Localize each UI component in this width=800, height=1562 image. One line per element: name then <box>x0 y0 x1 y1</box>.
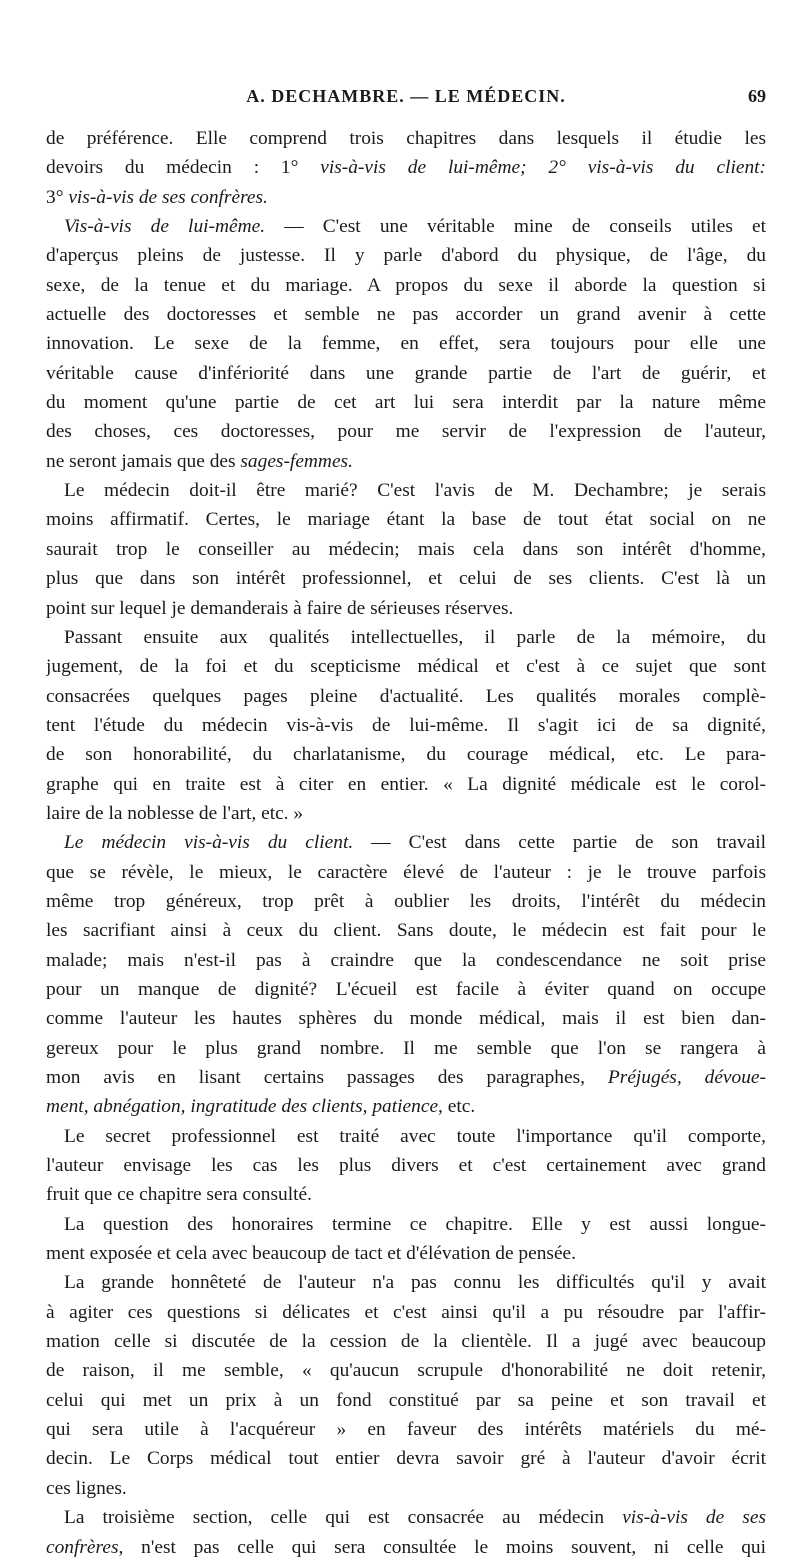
text-line <box>46 329 766 358</box>
text-line <box>46 417 766 446</box>
text-segment: de préférence. Elle comprend trois chapitres dans lesquels il étudie les <box>46 128 766 149</box>
text-segment: à agiter ces questions si délicates et c'est ainsi qu'il a pu résoudre par l'affir- <box>46 1301 766 1323</box>
text-segment: graphe qui en traite est à citer en entier. « La dignité médicale est le corol- <box>46 773 766 795</box>
text-line <box>46 1415 766 1444</box>
text-line <box>46 652 766 681</box>
text-segment: Le médecin doit-il être marié? C'est l'avis de M. Dechambre; je serais <box>64 480 766 502</box>
text-line <box>46 124 766 153</box>
text-segment: actuelle des doctoresses et semble ne pas accorder un grand avenir à cette <box>46 304 766 326</box>
text-segment: — C'est une véritable mine de conseils utiles et <box>265 216 766 238</box>
text-segment: innovation. Le sexe de la femme, en effet, sera toujours pour elle une <box>46 333 766 355</box>
italic-text: vis-à-vis de ses confrères. <box>68 186 268 208</box>
text-line <box>46 1210 766 1239</box>
text-segment: , n'est pas celle qui sera consultée le moins souvent, ni celle qui <box>118 1536 766 1558</box>
text-line <box>46 241 766 270</box>
text-segment: de raison, il me semble, « qu'aucun scrupule d'honorabilité ne doit retenir, <box>46 1360 766 1382</box>
text-line <box>46 887 766 916</box>
text-line <box>46 975 766 1004</box>
text-line <box>46 1239 766 1268</box>
text-segment: tent l'étude du médecin vis-à-vis de lui-même. Il s'agit ici de sa dignité, <box>46 714 766 736</box>
text-segment: La question des honoraires termine ce chapitre. Elle y est aussi longue- <box>64 1213 766 1235</box>
text-segment: sexe, de la tenue et du mariage. A propos du sexe il aborde la question si <box>46 274 766 296</box>
text-line <box>46 1092 766 1121</box>
text-line <box>46 1122 766 1151</box>
text-line <box>46 1151 766 1180</box>
italic-text: confrères <box>46 1536 119 1558</box>
text-line <box>46 1444 766 1473</box>
page-number: 69 <box>748 86 766 106</box>
text-segment: celui qui met un prix à un fond constitué par sa peine et son travail et <box>46 1389 766 1411</box>
text-line <box>46 1474 766 1503</box>
text-segment: de son honorabilité, du charlatanisme, du courage médical, etc. Le para- <box>46 744 766 766</box>
text-segment: même trop généreux, trop prêt à oublier les droits, l'intérêt du médecin <box>46 890 766 912</box>
italic-text: Le médecin vis-à-vis du client. <box>64 832 354 854</box>
text-line <box>46 1298 766 1327</box>
italic-text: vis-à-vis de lui-même; 2° vis-à-vis du client: <box>320 157 766 179</box>
text-line <box>46 359 766 388</box>
text-segment: ces lignes. <box>46 1477 127 1499</box>
text-line <box>46 447 766 476</box>
text-line <box>46 799 766 828</box>
text-segment: les sacrifiant ainsi à ceux du client. Sans doute, le médecin est fait pour le <box>46 920 766 942</box>
italic-text: vis-à-vis de ses <box>622 1507 766 1529</box>
text-line <box>46 1063 766 1092</box>
text-line <box>46 770 766 799</box>
text-line <box>46 212 766 241</box>
text-line <box>46 1503 766 1532</box>
text-line <box>46 916 766 945</box>
text-segment: malade; mais n'est-il pas à craindre que la condescendance ne soit prise <box>46 949 766 971</box>
text-segment: véritable cause d'infériorité dans une grande partie de l'art de guérir, et <box>46 362 766 384</box>
text-segment: ment exposée et cela avec beaucoup de tact et d'élévation de pensée. <box>46 1243 577 1265</box>
text-segment: Passant ensuite aux qualités intellectuelles, il parle de la mémoire, du <box>64 626 766 648</box>
text-line <box>46 183 766 212</box>
text-line <box>46 300 766 329</box>
italic-text: ment, abnégation, ingratitude des clients, patience <box>46 1096 439 1118</box>
text-segment: moins affirmatif. Certes, le mariage étant la base de tout état social on ne <box>46 509 766 531</box>
text-segment: mation celle si discutée de la cession de la clientèle. Il a jugé avec beaucoup <box>46 1331 766 1353</box>
text-line <box>46 388 766 417</box>
text-line <box>46 153 766 182</box>
text-segment: Le secret professionnel est traité avec toute l'importance qu'il comporte, <box>64 1125 766 1147</box>
text-line <box>46 858 766 887</box>
text-line <box>46 535 766 564</box>
text-line <box>46 476 766 505</box>
text-line <box>46 623 766 652</box>
text-segment: laire de la noblesse de l'art, etc. » <box>46 802 304 824</box>
text-segment: l'auteur envisage les cas les plus divers et c'est certainement avec grand <box>46 1155 766 1177</box>
text-line <box>46 682 766 711</box>
text-segment: saurait trop le conseiller au médecin; mais cela dans son intérêt d'homme, <box>46 538 766 560</box>
text-line <box>46 1268 766 1297</box>
text-line <box>46 564 766 593</box>
text-segment: La troisième section, celle qui est consacrée au médecin <box>64 1507 623 1529</box>
text-line <box>46 594 766 623</box>
text-segment: consacrées quelques pages pleine d'actualité. Les qualités morales complè- <box>46 685 766 707</box>
text-line <box>46 946 766 975</box>
text-segment: des choses, ces doctoresses, pour me servir de l'expression de l'auteur, <box>46 421 766 443</box>
text-segment: fruit que ce chapitre sera consulté. <box>46 1184 312 1206</box>
italic-text: sages-femmes. <box>240 450 353 472</box>
text-line <box>46 711 766 740</box>
text-segment: 3° <box>46 186 69 208</box>
text-segment: qui sera utile à l'acquéreur » en faveur des intérêts matériels du mé- <box>46 1419 766 1441</box>
running-head: A. DECHAMBRE. — LE MÉDECIN. <box>246 86 566 106</box>
text-line <box>46 1004 766 1033</box>
text-segment: La grande honnêteté de l'auteur n'a pas connu les difficultés qu'il y avait <box>64 1272 766 1294</box>
italic-text: Vis-à-vis de lui-même. <box>64 216 266 238</box>
text-segment: ne seront jamais que des <box>46 450 241 472</box>
text-segment: du moment qu'une partie de cet art lui sera interdit par la nature même <box>46 392 766 414</box>
text-line <box>46 740 766 769</box>
body-text <box>46 124 766 1562</box>
text-segment: pour un manque de dignité? L'écueil est facile à éviter quand on occupe <box>46 978 766 1000</box>
text-segment: point sur lequel je demanderais à faire de sérieuses réserves. <box>46 597 514 619</box>
page-header <box>46 86 766 116</box>
text-line <box>46 828 766 857</box>
text-segment: plus que dans son intérêt professionnel, et celui de ses clients. C'est là un <box>46 568 766 590</box>
text-line <box>46 271 766 300</box>
text-line <box>46 1180 766 1209</box>
text-line <box>46 1386 766 1415</box>
text-segment: comme l'auteur les hautes sphères du monde médical, mais il est bien dan- <box>46 1008 766 1030</box>
text-line <box>46 1034 766 1063</box>
text-line <box>46 505 766 534</box>
text-segment: jugement, de la foi et du scepticisme médical et c'est à ce sujet que sont <box>46 656 766 678</box>
italic-text: Préjugés, dévoue- <box>607 1067 766 1088</box>
text-line <box>46 1356 766 1385</box>
text-line <box>46 1327 766 1356</box>
text-segment: — C'est dans cette partie de son travail <box>353 832 766 854</box>
text-segment: devoirs du médecin : 1° <box>46 157 321 179</box>
text-segment: que se révèle, le mieux, le caractère élevé de l'auteur : je le trouve parfois <box>46 861 766 883</box>
text-segment: , etc. <box>438 1096 476 1118</box>
text-line <box>46 1533 766 1562</box>
text-segment: mon avis en lisant certains passages des paragraphes, <box>46 1067 608 1088</box>
text-segment: gereux pour le plus grand nombre. Il me semble que l'on se rangera à <box>46 1037 766 1059</box>
text-segment: d'aperçus pleins de justesse. Il y parle d'abord du physique, de l'âge, du <box>46 245 766 267</box>
text-segment: decin. Le Corps médical tout entier devra savoir gré à l'auteur d'avoir écrit <box>46 1448 766 1470</box>
